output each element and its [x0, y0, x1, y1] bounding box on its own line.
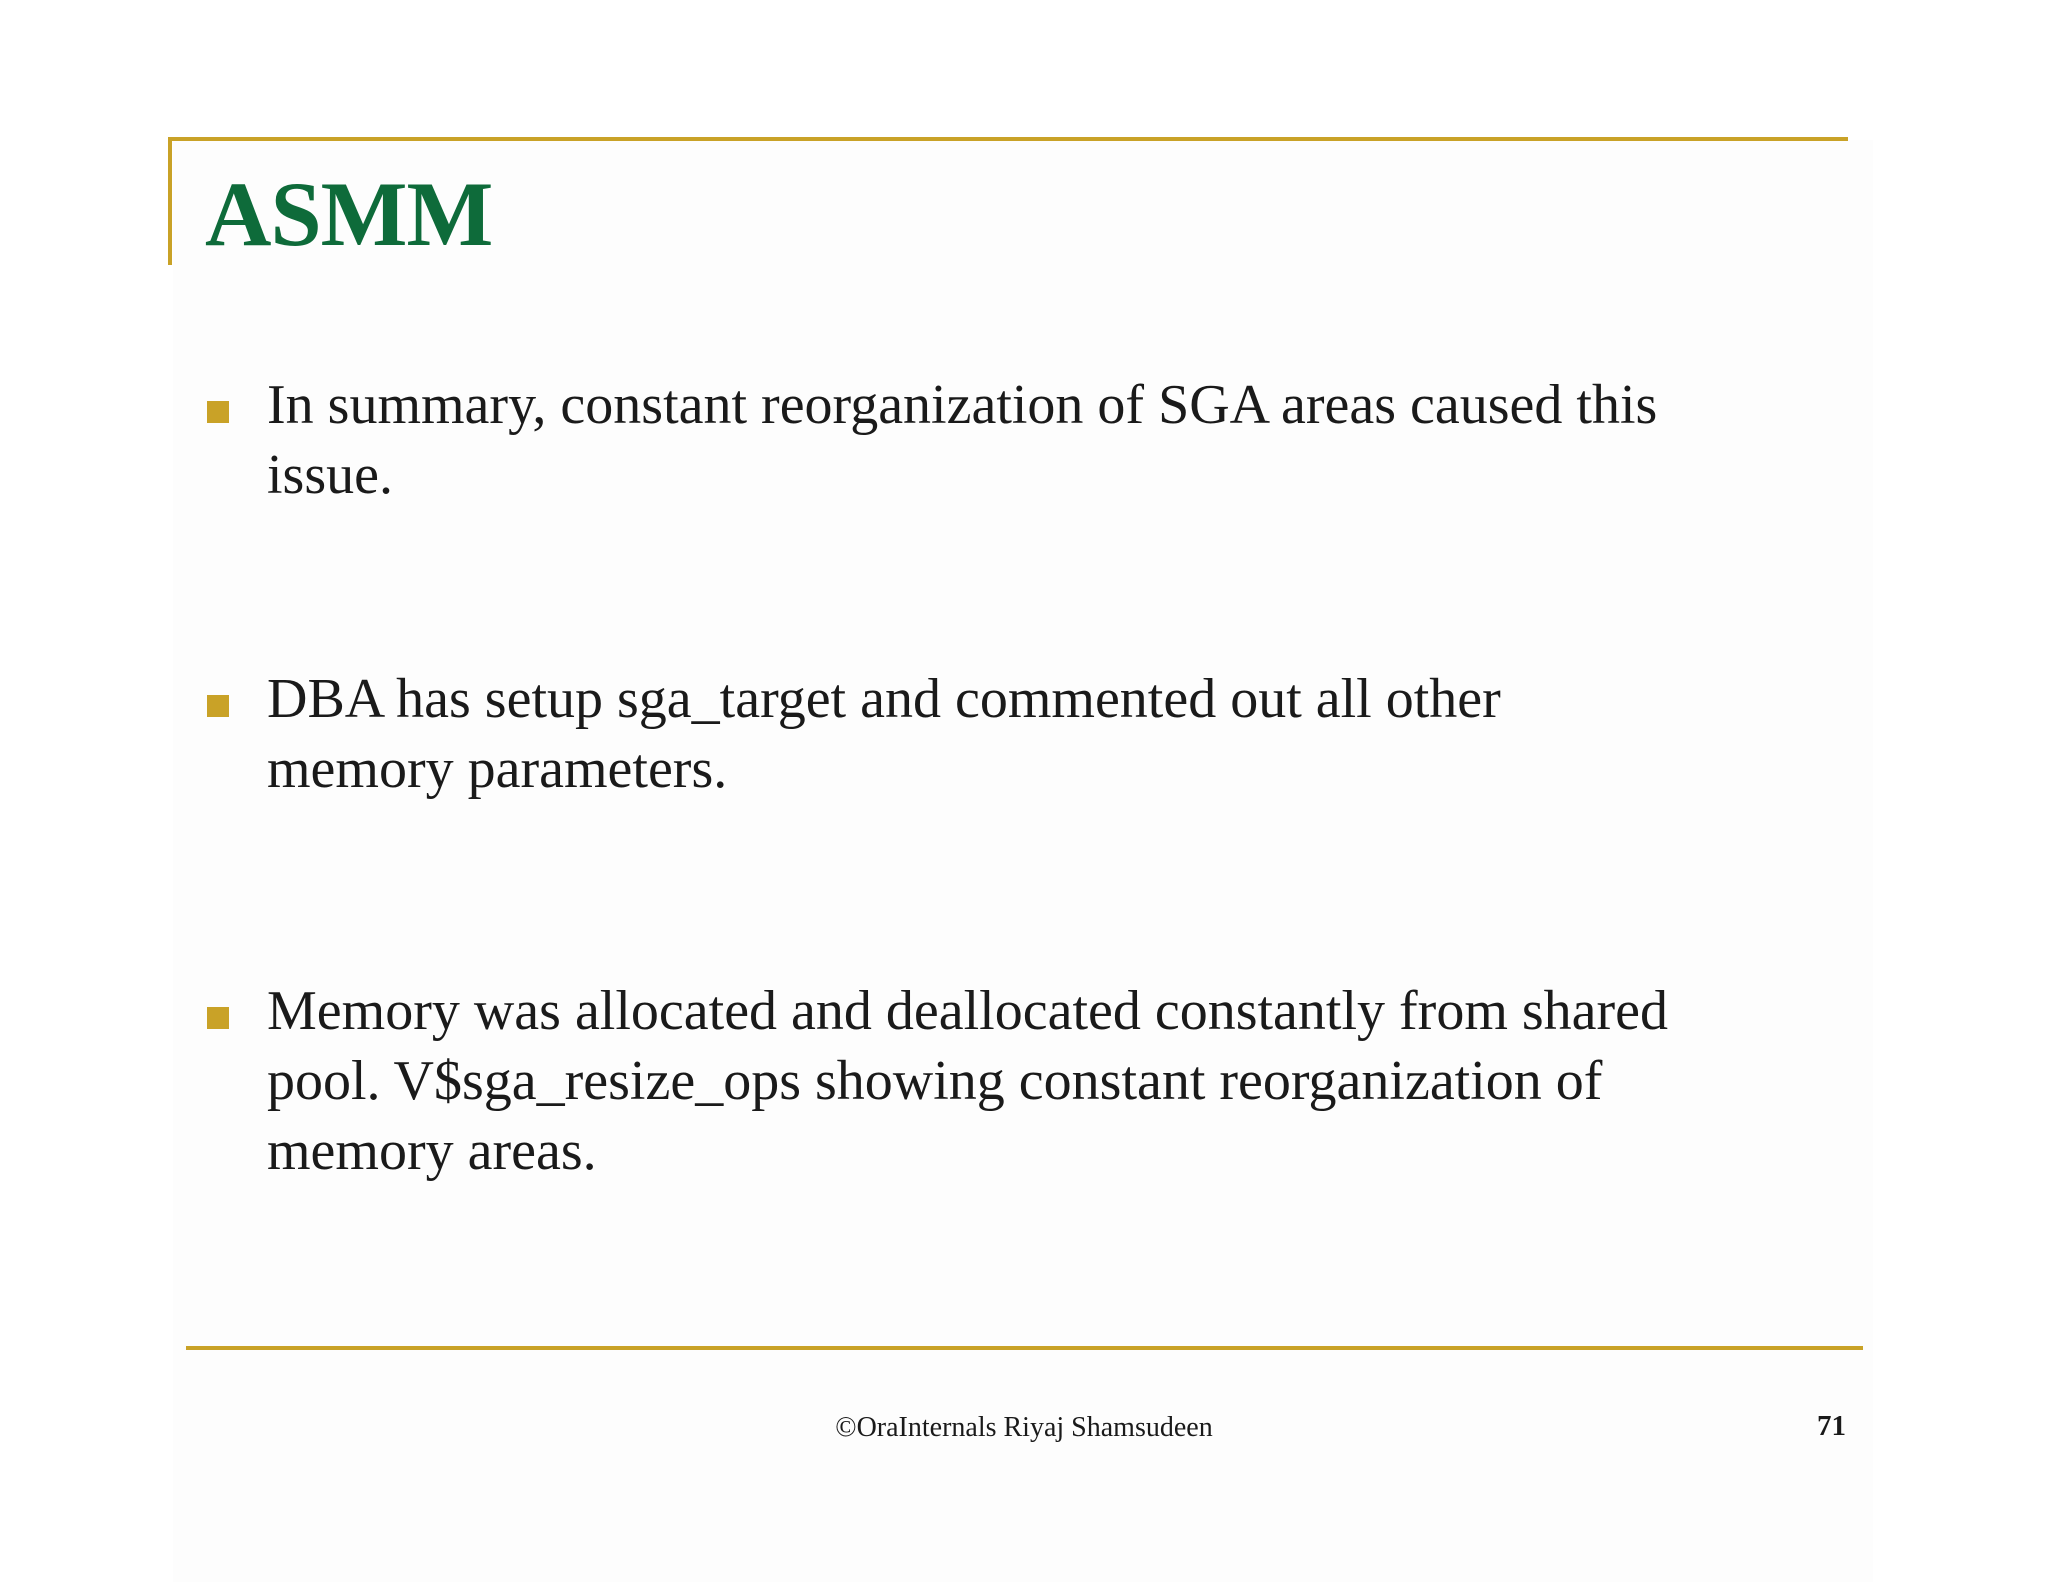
left-rule-divider: [168, 137, 172, 265]
footer-credit: ©OraInternals Riyaj Shamsudeen: [835, 1412, 1213, 1443]
slide-title: ASMM: [205, 163, 493, 265]
bullet-text: Memory was allocated and deallocated constantly from shared pool. V$sga_resize_ops showing constant reorganization of memory areas.: [267, 980, 1669, 1182]
bullet-text: In summary, constant reorganization of SGA areas caused this issue.: [267, 374, 1658, 506]
square-bullet-icon: [207, 1007, 229, 1029]
top-rule-divider: [168, 137, 1848, 141]
square-bullet-icon: [207, 401, 229, 423]
page-number: 71: [1817, 1410, 1846, 1442]
slide-panel: [173, 140, 1873, 1582]
bottom-rule-divider: [186, 1346, 1863, 1350]
bullet-text: DBA has setup sga_target and commented out all other memory parameters.: [267, 668, 1501, 800]
square-bullet-icon: [207, 695, 229, 717]
